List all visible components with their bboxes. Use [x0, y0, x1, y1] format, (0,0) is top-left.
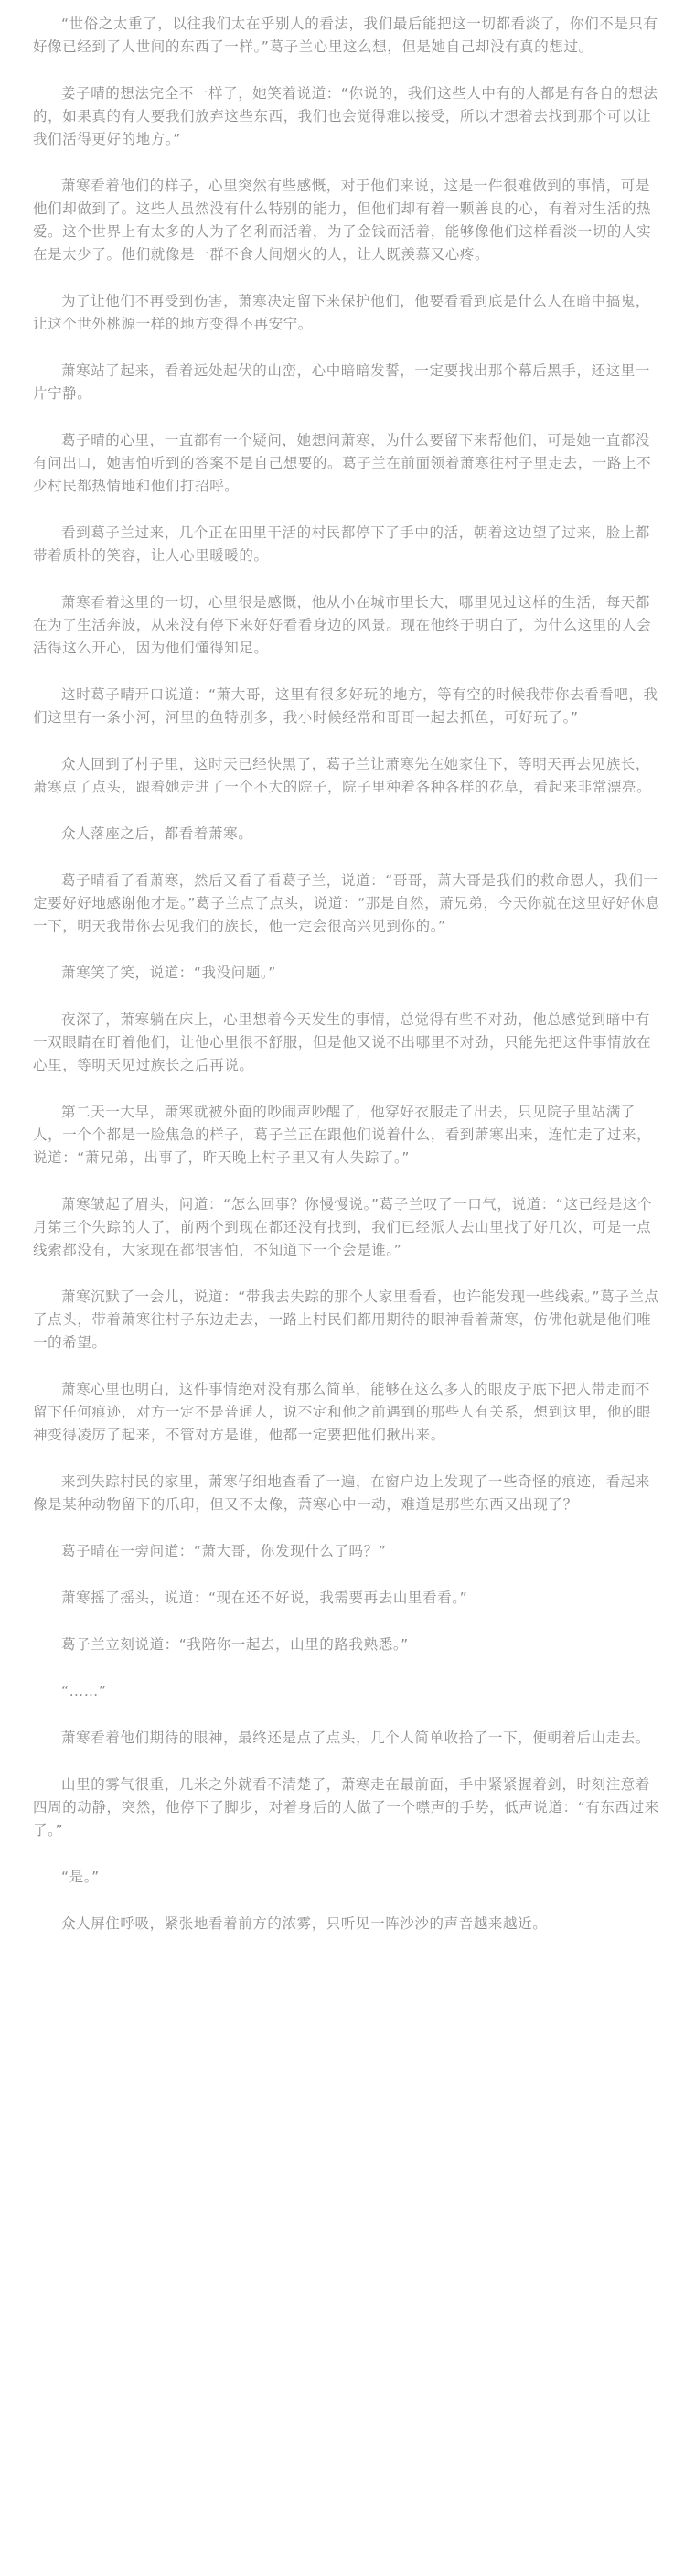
paragraph: 葛子晴看了看萧寒，然后又看了看葛子兰，说道：“哥哥，萧大哥是我们的救命恩人，我们一定要好好地感谢他才是。”葛子兰点了点头，说道：“那是自然，萧兄弟，今天你就在这里好好休息一下，明天我带你去见我们的族长，他一定会很高兴见到你的。”: [33, 872, 660, 934]
paragraph: 众人屏住呼吸，紧张地看着前方的浓雾，只听见一阵沙沙的声音越来越近。: [61, 1915, 548, 1932]
paragraph: 萧寒看着他们期待的眼神，最终还是点了点头，几个人简单收拾了一下，便朝着后山走去。: [61, 1730, 651, 1746]
paragraph: 为了让他们不再受到伤害，萧寒决定留下来保护他们，他要看看到底是什么人在暗中搞鬼，让这个世外桃源一样的地方变得不再安宁。: [33, 293, 651, 332]
paragraph: “是。”: [61, 1869, 100, 1885]
paragraph: 第二天一大早，萧寒就被外面的吵闹声吵醒了，他穿好衣服走了出去，只见院子里站满了人，一个个都是一脸焦急的样子，葛子兰正在跟他们说着什么，看到萧寒出来，连忙走了过来，说道：“萧兄弟，出事了，昨天晚上村子里又有人失踪了。”: [33, 1104, 652, 1166]
paragraph: 萧寒心里也明白，这件事情绝对没有那么简单，能够在这么多人的眼皮子底下把人带走而不留下任何痕迹，对方一定不是普通人，说不定和他之前遇到的那些人有关系，想到这里，他的眼神变得凌厉了起来，不管对方是谁，他都一定要把他们揪出来。: [33, 1381, 652, 1443]
paragraph: 众人回到了村子里，这时天已经快黑了，葛子兰让萧寒先在她家住下，等明天再去见族长，萧寒点了点头，跟着她走进了一个不大的院子，院子里种着各种各样的花草，看起来非常漂亮。: [33, 756, 652, 795]
paragraph: “世俗之太重了，以往我们太在乎别人的看法，我们最后能把这一切都看淡了，你们不是只有好像已经到了人世间的东西了一样。”葛子兰心里这么想，但是她自己却没有真的想过。: [33, 16, 658, 55]
paragraph: 众人落座之后，都看着萧寒。: [61, 825, 253, 842]
paragraph: 姜子晴的想法完全不一样了，她笑着说道：“你说的，我们这些人中有的人都是有各自的想法的，如果真的有人要我们放弃这些东西，我们也会觉得难以接受，所以才想着去找到那个可以让我们活得更好的地方。”: [33, 85, 658, 147]
paragraph: 葛子兰立刻说道：“我陪你一起去，山里的路我熟悉。”: [61, 1636, 409, 1653]
paragraph: 萧寒皱起了眉头，问道：“怎么回事？你慢慢说。”葛子兰叹了一口气，说道：“这已经是这个月第三个失踪的人了，前两个到现在都还没有找到，我们已经派人去山里找了好几次，可是一点线索都没有，大家现在都很害怕，不知道下一个会是谁。”: [33, 1196, 653, 1258]
paragraph: 葛子晴在一旁问道：“萧大哥，你发现什么了吗？”: [61, 1543, 387, 1559]
article-body: [33, 13, 662, 1959]
paragraph: 来到失踪村民的家里，萧寒仔细地查看了一遍，在窗户边上发现了一些奇怪的痕迹，看起来像是某种动物留下的爪印，但又不太像，萧寒心中一动，难道是那些东西又出现了？: [33, 1473, 651, 1513]
paragraph: 葛子晴的心里，一直都有一个疑问，她想问萧寒，为什么要留下来帮他们，可是她一直都没有问出口，她害怕听到的答案不是自己想要的。葛子兰在前面领着萧寒往村子里走去，一路上不少村民都热情地和他们打招呼。: [33, 432, 652, 494]
paragraph: 夜深了，萧寒躺在床上，心里想着今天发生的事情，总觉得有些不对劲，他总感觉到暗中有一双眼睛在盯着他们，让他心里很不舒服，但是他又说不出哪里不对劲，只能先把这件事情放在心里，等明天见过族长之后再说。: [33, 1011, 652, 1073]
paragraph: 萧寒看着他们的样子，心里突然有些感慨，对于他们来说，这是一件很难做到的事情，可是他们却做到了。这些人虽然没有什么特别的能力，但他们却有着一颗善良的心，有着对生活的热爱。这个世界上有太多的人为了名利而活着，为了金钱而活着，能够像他们这样看淡一切的人实在是太少了。他们就像是一群不食人间烟火的人，让人既羡慕又心疼。: [33, 178, 652, 263]
paragraph: 这时葛子晴开口说道：“萧大哥，这里有很多好玩的地方，等有空的时候我带你去看看吧，我们这里有一条小河，河里的鱼特别多，我小时候经常和哥哥一起去抓鱼，可好玩了。”: [33, 686, 658, 726]
paragraph: “……”: [61, 1683, 107, 1699]
paragraph: 萧寒摇了摇头，说道：“现在还不好说，我需要再去山里看看。”: [61, 1590, 468, 1606]
paragraph: 山里的雾气很重，几米之外就看不清楚了，萧寒走在最前面，手中紧紧握着剑，时刻注意着四周的动静，突然，他停下了脚步，对着身后的人做了一个噤声的手势，低声说道：“有东西过来了。”: [33, 1776, 659, 1838]
paragraph: 萧寒站了起来，看着远处起伏的山峦，心中暗暗发誓，一定要找出那个幕后黑手，还这里一片宁静。: [33, 362, 651, 402]
paragraph: 萧寒笑了笑，说道：“我没问题。”: [61, 965, 276, 981]
paragraph: 萧寒看着这里的一切，心里很是感慨，他从小在城市里长大，哪里见过这样的生活，每天都在为了生活奔波，从来没有停下来好好看看身边的风景。现在他终于明白了，为什么这里的人会活得这么开心，因为他们懂得知足。: [33, 594, 652, 656]
paragraph: 萧寒沉默了一会儿，说道：“带我去失踪的那个人家里看看，也许能发现一些线索。”葛子兰点了点头，带着萧寒往村子东边走去，一路上村民们都用期待的眼神看着萧寒，仿佛他就是他们唯一的希望。: [33, 1288, 659, 1351]
paragraph: 看到葛子兰过来，几个正在田里干活的村民都停下了手中的活，朝着这边望了过来，脸上都带着质朴的笑容，让人心里暖暖的。: [33, 524, 651, 564]
